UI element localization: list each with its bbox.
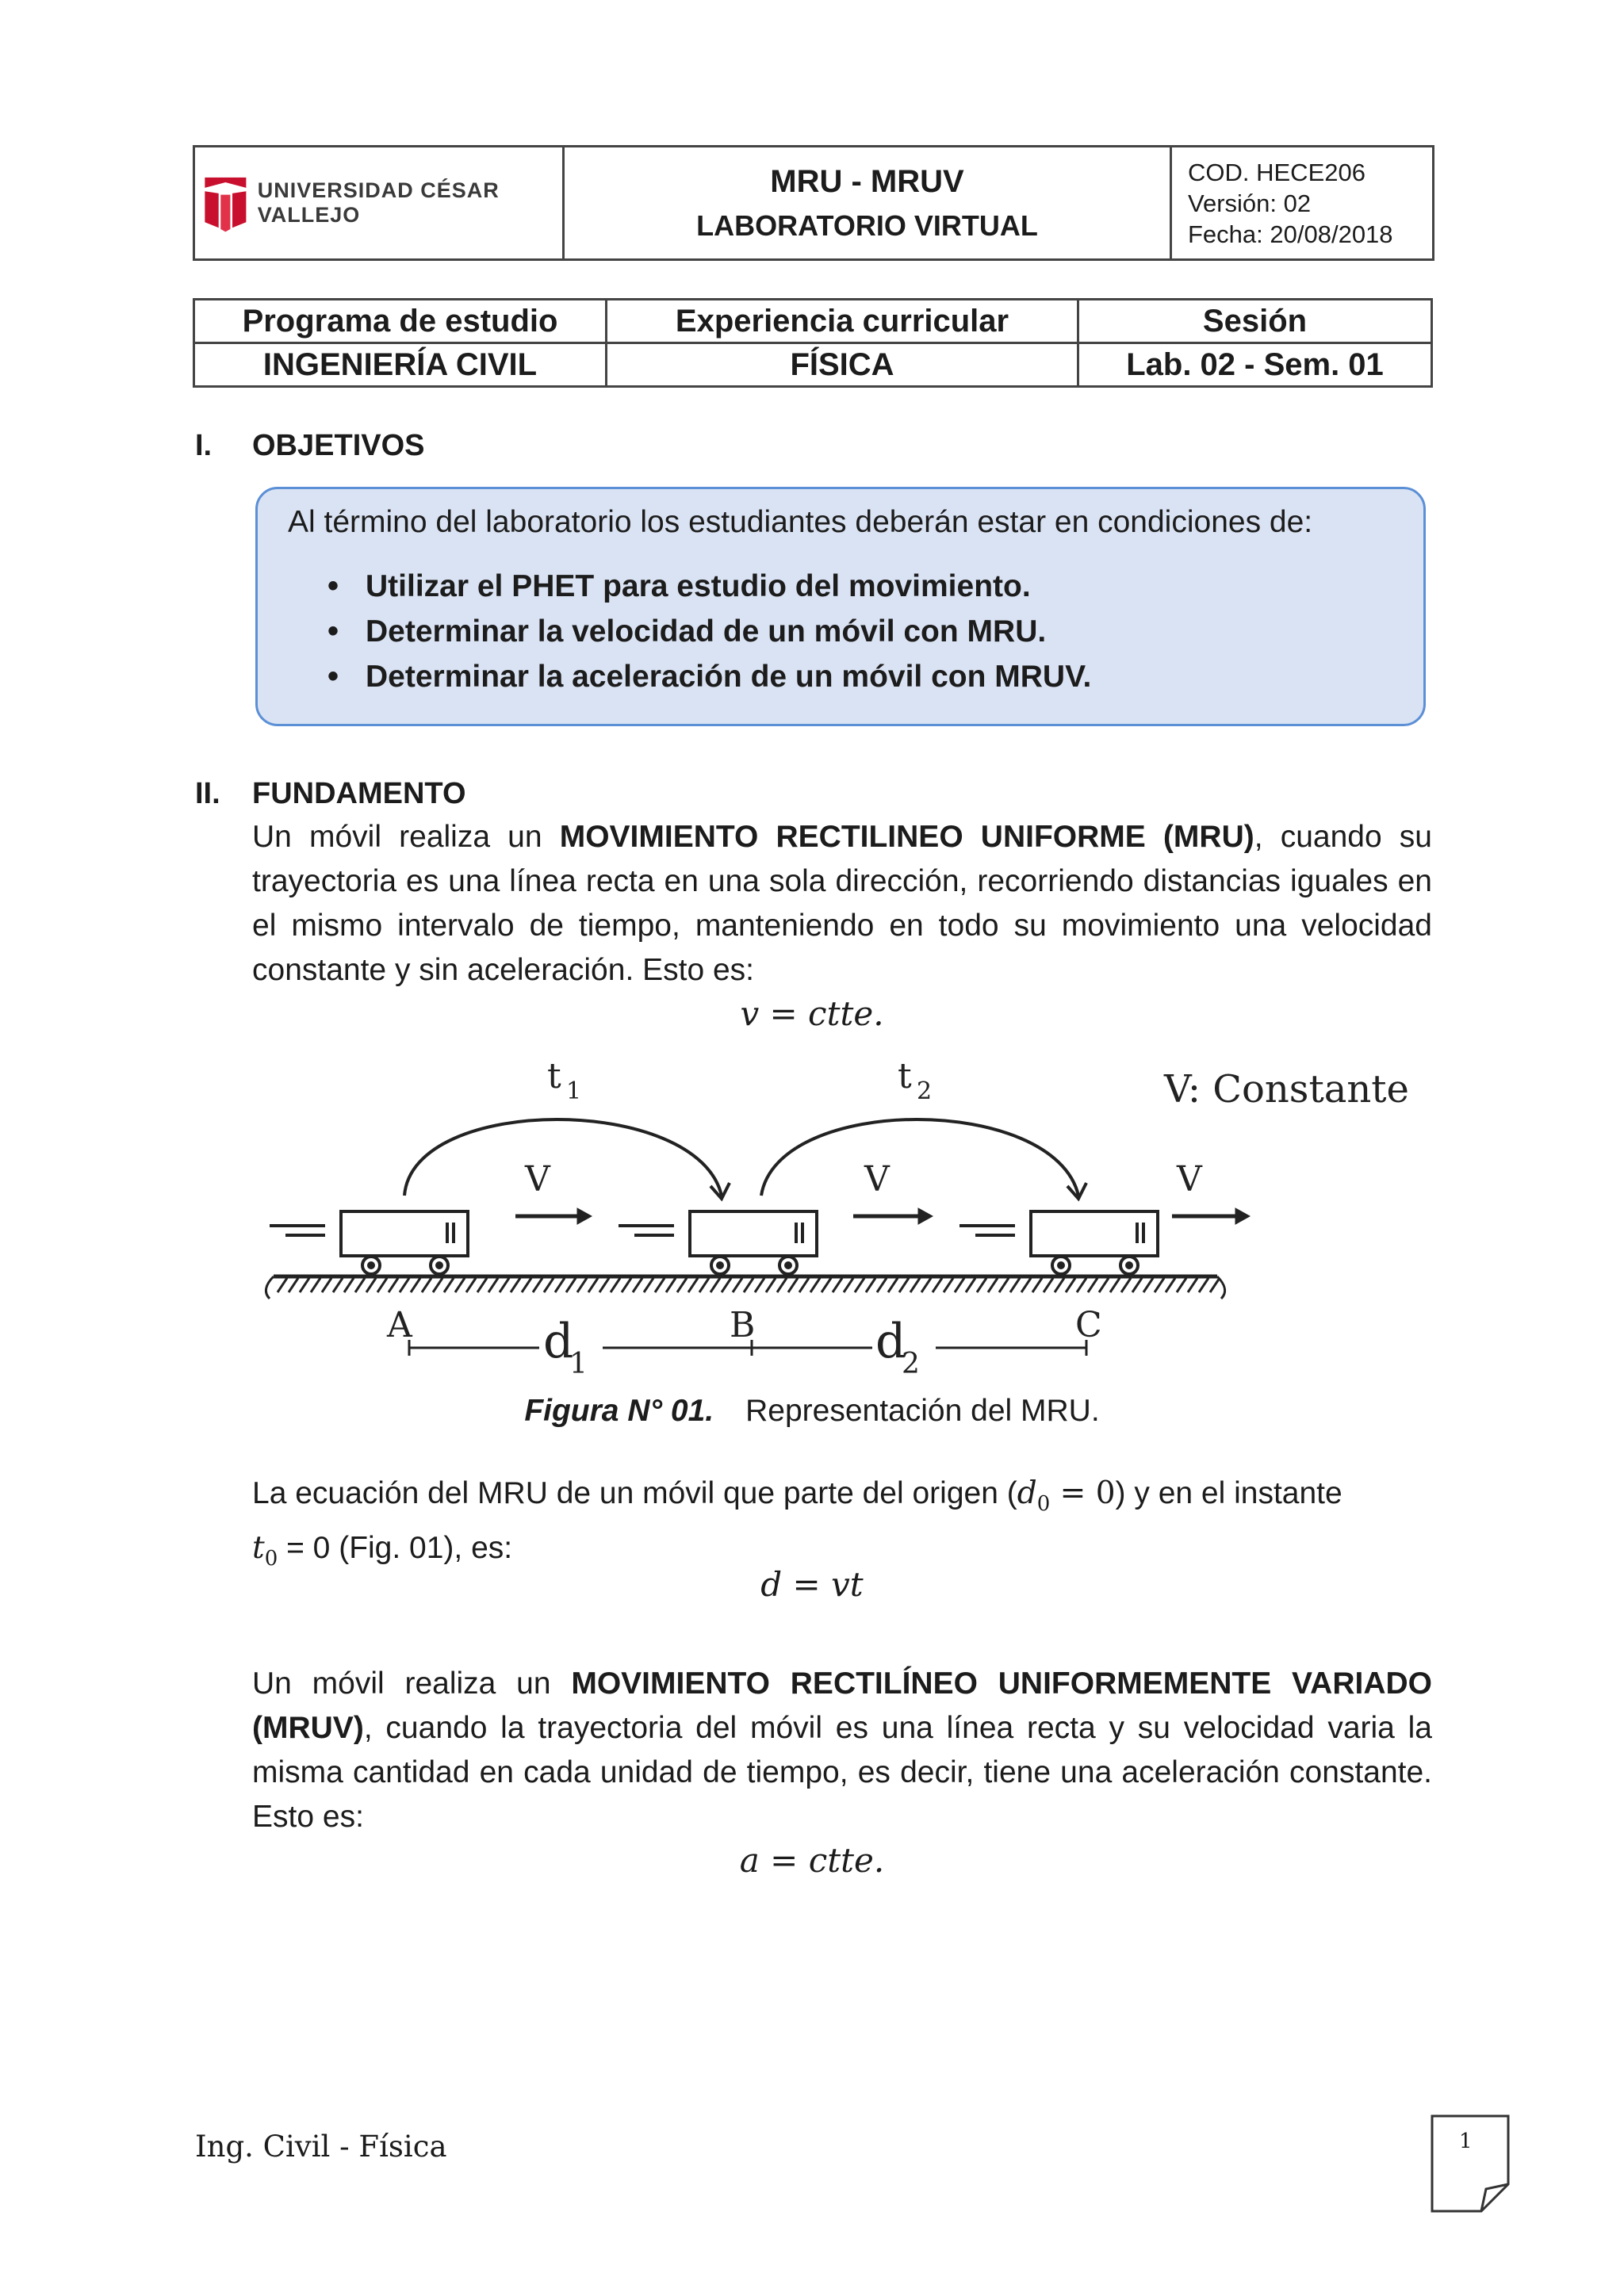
- hatch-mark: [1199, 1278, 1208, 1292]
- document-title-cell: [565, 147, 1172, 258]
- hatch-mark: [544, 1278, 553, 1292]
- d2-label: d: [875, 1314, 906, 1369]
- hatch-mark: [477, 1278, 487, 1292]
- document-code: COD. HECE206: [1188, 158, 1365, 186]
- cart-b: [690, 1211, 817, 1274]
- paragraph-mruv: [252, 1662, 1432, 1839]
- hatch-mark: [799, 1278, 809, 1292]
- program-table-value-row: [194, 343, 1432, 387]
- objectives-box: [255, 487, 1426, 726]
- hatch-mark: [389, 1278, 398, 1292]
- hatch-mark: [577, 1278, 587, 1292]
- figure-number: Figura N° 01.: [524, 1394, 714, 1428]
- v-label: V: [1177, 1159, 1202, 1200]
- t2-sub: 2: [917, 1077, 933, 1105]
- arc-t1: [404, 1119, 722, 1196]
- hatch-mark: [888, 1278, 898, 1292]
- paragraph-mru-equation: [252, 1471, 1432, 1581]
- hatch-mark: [422, 1278, 431, 1292]
- arc-t2: [761, 1119, 1078, 1196]
- ground-end: [266, 1276, 274, 1299]
- hatch-mark: [788, 1278, 798, 1292]
- hatch-mark: [355, 1278, 365, 1292]
- hatch-mark: [1188, 1278, 1197, 1292]
- paragraph-mru: [252, 815, 1432, 993]
- section-title-fundamento: FUNDAMENTO: [252, 777, 466, 810]
- hatch-mark: [833, 1278, 842, 1292]
- formula-velocity: v = ctte.: [740, 994, 884, 1033]
- objective-item: • Determinar la velocidad de un móvil con MRU.: [334, 609, 1091, 654]
- hatch-mark: [599, 1278, 609, 1292]
- hatch-mark: [555, 1278, 565, 1292]
- document-version: Versión: 02: [1188, 189, 1312, 217]
- point-c-label: C: [1075, 1305, 1102, 1345]
- hatch-mark: [977, 1278, 986, 1292]
- objective-item: • Utilizar el PHET para estudio del movimiento.: [334, 564, 1091, 609]
- hatch-mark: [466, 1278, 476, 1292]
- curricular-header: Experiencia curricular: [607, 300, 1078, 343]
- hatch-mark: [744, 1278, 753, 1292]
- mru-figure: [254, 1047, 1443, 1387]
- formula-acceleration: a = ctte.: [739, 1841, 885, 1880]
- section-number-fundamento: II.: [195, 777, 220, 810]
- program-table: [193, 298, 1433, 388]
- point-b-label: B: [730, 1305, 756, 1345]
- hatch-mark: [1010, 1278, 1020, 1292]
- hatch-mark: [500, 1278, 509, 1292]
- cart-a: [341, 1211, 468, 1274]
- point-a-label: A: [387, 1305, 412, 1345]
- ucv-shield-icon: [201, 170, 250, 236]
- hatch-mark: [1044, 1278, 1053, 1292]
- hatch-mark: [877, 1278, 887, 1292]
- hatch-mark: [300, 1278, 309, 1292]
- d2-sub: 2: [902, 1348, 920, 1380]
- hatch-mark: [955, 1278, 964, 1292]
- hatch-mark: [644, 1278, 653, 1292]
- objectives-intro: Al término del laboratorio los estudiantes deberán estar en condiciones de:: [288, 505, 1313, 539]
- hatch-mark: [1166, 1278, 1175, 1292]
- hatch-mark: [710, 1278, 720, 1292]
- hatch-mark: [699, 1278, 709, 1292]
- hatch-mark: [522, 1278, 531, 1292]
- paragraph-text: , cuando la trayectoria del móvil es una línea recta y su velocidad varia la misma cantidad en cada unidad de tiempo, es decir, tiene una aceleración constante. Esto es:: [252, 1711, 1432, 1834]
- section-title-objectives: OBJETIVOS: [252, 429, 425, 462]
- program-header: Programa de estudio: [194, 300, 607, 343]
- hatch-mark: [344, 1278, 354, 1292]
- math-sub: 0: [1036, 1491, 1051, 1516]
- hatch-mark: [400, 1278, 409, 1292]
- program-table-header-row: [194, 300, 1432, 343]
- hatch-mark: [777, 1278, 787, 1292]
- paragraph-text: , cuando su trayectoria es una línea recta en una sola dirección, recorriendo distancias iguales en el mismo intervalo de tiempo, manteniendo en todo su movimiento una velocidad constante y sin aceleración. Esto es:: [252, 820, 1432, 987]
- hatch-mark: [766, 1278, 776, 1292]
- hatch-mark: [444, 1278, 454, 1292]
- d1-sub: 1: [569, 1348, 588, 1380]
- hatch-mark: [910, 1278, 920, 1292]
- paragraph-text: ) y en el instante: [1115, 1476, 1342, 1510]
- curricular-value: FÍSICA: [607, 343, 1078, 387]
- hatch-mark: [1055, 1278, 1064, 1292]
- t2-label: t: [898, 1056, 912, 1096]
- document-title: MRU - MRUV: [770, 163, 964, 199]
- hatch-mark: [455, 1278, 465, 1292]
- hatch-mark: [566, 1278, 576, 1292]
- hatch-mark: [1099, 1278, 1109, 1292]
- session-header: Sesión: [1078, 300, 1432, 343]
- math-t: t: [252, 1529, 265, 1566]
- mru-term: MOVIMIENTO RECTILINEO UNIFORME (MRU): [559, 820, 1254, 854]
- hatch-mark: [966, 1278, 975, 1292]
- hatch-mark: [755, 1278, 764, 1292]
- objective-item: • Determinar la aceleración de un móvil con MRUV.: [334, 654, 1091, 699]
- ground-hatching: [278, 1278, 1220, 1292]
- hatch-mark: [822, 1278, 831, 1292]
- constant-label: V: Constante: [1164, 1067, 1409, 1112]
- paragraph-text: = 0 (Fig. 01), es:: [278, 1530, 513, 1565]
- hatch-mark: [1177, 1278, 1186, 1292]
- math-sub: 0: [264, 1546, 278, 1571]
- university-logo: [195, 147, 565, 258]
- hatch-mark: [855, 1278, 864, 1292]
- arrow-head-icon: [918, 1208, 933, 1224]
- hatch-mark: [611, 1278, 620, 1292]
- hatch-mark: [1088, 1278, 1097, 1292]
- footer-text: Ing. Civil - Física: [195, 2130, 447, 2164]
- hatch-mark: [844, 1278, 853, 1292]
- objectives-list: [334, 564, 1091, 699]
- v-label: V: [864, 1159, 890, 1200]
- hatch-mark: [366, 1278, 376, 1292]
- hatch-mark: [866, 1278, 875, 1292]
- hatch-mark: [289, 1278, 298, 1292]
- math-eq: = 0: [1050, 1475, 1116, 1511]
- hatch-mark: [921, 1278, 931, 1292]
- hatch-mark: [988, 1278, 998, 1292]
- hatch-mark: [1155, 1278, 1164, 1292]
- hatch-mark: [1021, 1278, 1031, 1292]
- header-table: [193, 145, 1434, 261]
- figure-caption: [0, 1394, 1624, 1429]
- mruv-term: MOVIMIENTO RECTILÍNEO UNIFORMEMENTE VARIADO (MRUV): [252, 1667, 1432, 1745]
- math-d: d: [1017, 1475, 1037, 1511]
- d1-label: d: [543, 1314, 574, 1369]
- t1-label: t: [547, 1056, 561, 1096]
- hatch-mark: [1032, 1278, 1042, 1292]
- section-number-objectives: I.: [195, 429, 213, 462]
- hatch-mark: [810, 1278, 820, 1292]
- session-value: Lab. 02 - Sem. 01: [1078, 343, 1432, 387]
- hatch-mark: [588, 1278, 598, 1292]
- hatch-mark: [377, 1278, 387, 1292]
- hatch-mark: [411, 1278, 420, 1292]
- paragraph-text: Un móvil realiza un: [252, 820, 560, 854]
- arrow-head-icon: [1235, 1208, 1250, 1224]
- page-number: 1: [1459, 2130, 1473, 2153]
- hatch-mark: [488, 1278, 498, 1292]
- hatch-mark: [899, 1278, 909, 1292]
- hatch-mark: [1121, 1278, 1131, 1292]
- university-name: UNIVERSIDAD CÉSAR VALLEJO: [257, 178, 500, 227]
- hatch-mark: [722, 1278, 731, 1292]
- hatch-mark: [278, 1278, 287, 1292]
- hatch-mark: [1210, 1278, 1220, 1292]
- speed-lines: [270, 1226, 1015, 1235]
- program-value: INGENIERÍA CIVIL: [194, 343, 607, 387]
- hatch-mark: [677, 1278, 687, 1292]
- arrow-head-icon: [577, 1208, 592, 1224]
- hatch-mark: [733, 1278, 742, 1292]
- hatch-mark: [655, 1278, 665, 1292]
- document-meta-cell: [1172, 147, 1432, 258]
- figure-caption-text: Representación del MRU.: [745, 1394, 1100, 1428]
- paragraph-text: La ecuación del MRU de un móvil que parte del origen (: [252, 1476, 1017, 1510]
- hatch-mark: [944, 1278, 953, 1292]
- hatch-mark: [688, 1278, 698, 1292]
- hatch-mark: [322, 1278, 331, 1292]
- hatch-mark: [1110, 1278, 1120, 1292]
- hatch-mark: [999, 1278, 1009, 1292]
- cart-c: [1031, 1211, 1158, 1274]
- hatch-mark: [1066, 1278, 1075, 1292]
- document-date: Fecha: 20/08/2018: [1188, 220, 1393, 248]
- hatch-mark: [933, 1278, 942, 1292]
- hatch-mark: [333, 1278, 343, 1292]
- hatch-mark: [1077, 1278, 1086, 1292]
- hatch-mark: [622, 1278, 631, 1292]
- hatch-mark: [511, 1278, 520, 1292]
- hatch-mark: [433, 1278, 442, 1292]
- document-subtitle: LABORATORIO VIRTUAL: [696, 209, 1038, 242]
- hatch-mark: [666, 1278, 676, 1292]
- hatch-mark: [533, 1278, 542, 1292]
- v-label: V: [525, 1159, 550, 1200]
- hatch-mark: [311, 1278, 320, 1292]
- hatch-mark: [633, 1278, 642, 1292]
- t1-sub: 1: [566, 1077, 582, 1105]
- formula-distance: d = vt: [760, 1565, 864, 1604]
- hatch-mark: [1132, 1278, 1142, 1292]
- paragraph-text: Un móvil realiza un: [252, 1667, 572, 1701]
- hatch-mark: [1143, 1278, 1153, 1292]
